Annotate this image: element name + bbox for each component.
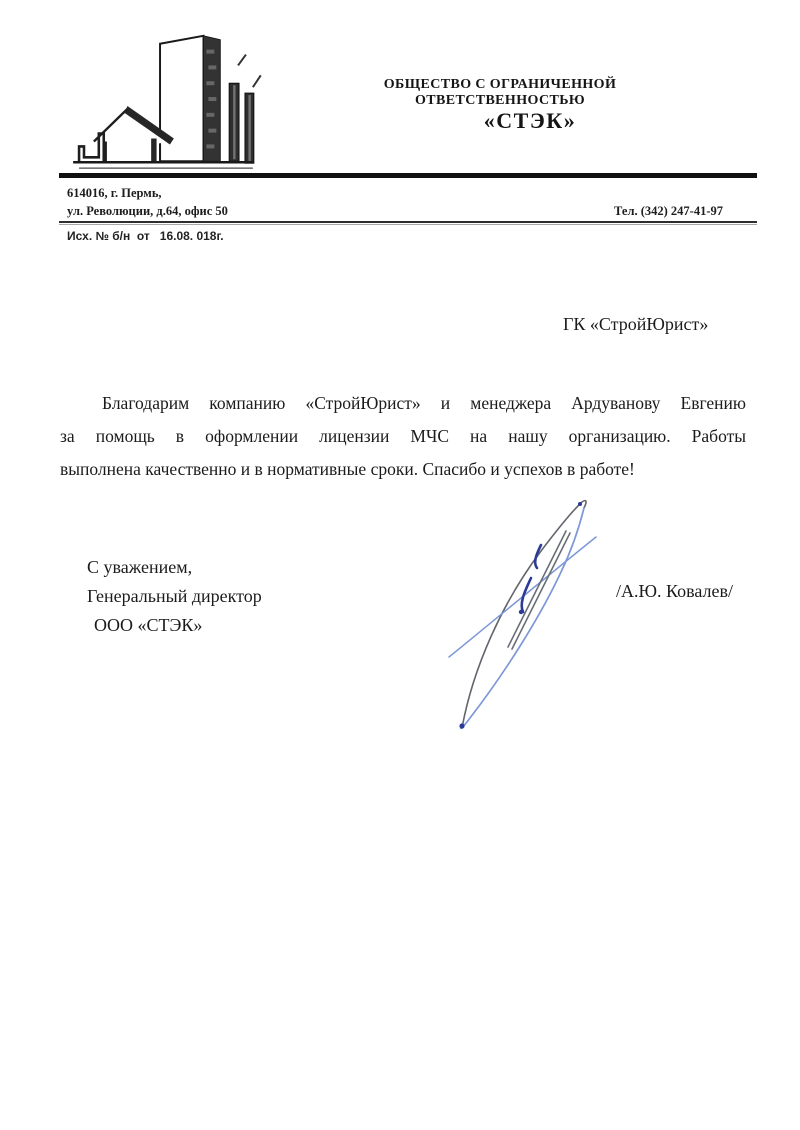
handwritten-signature [430,478,610,750]
signer-name: /А.Ю. Ковалев/ [616,581,733,601]
letterhead-thick-rule [59,173,757,178]
closing-salutation: С уважением, [87,557,193,577]
address-line-2: ул. Революции, д.64, офис 50 [67,204,228,218]
letterhead-thin-rule [59,221,757,223]
phone-number: Тел. (342) 247-41-97 [614,204,723,218]
address-line-1: 614016, г. Пермь, [67,186,162,200]
body-line-2: за помощь в оформлении лицензии МЧС на нашу организацию. Работы [60,426,746,446]
closing-block [87,553,262,640]
letterhead-thin-rule-shadow [59,224,757,225]
organization-type: ОБЩЕСТВО С ОГРАНИЧЕННОЙ ОТВЕТСТВЕННОСТЬЮ [383,77,617,108]
body-line-3: выполнена качественно и в нормативные сроки. Спасибо и успехов в работе! [60,459,635,479]
closing-company: ООО «СТЭК» [94,615,203,635]
recipient: ГК «СтройЮрист» [563,314,709,334]
letter-body [60,387,746,486]
closing-title: Генеральный директор [87,586,262,606]
buildings-logo-icon [58,22,268,180]
organization-name: «СТЭК» [483,108,577,133]
body-line-1: Благодарим компанию «СтройЮрист» и менеджера Ардуванову Евгению [102,393,746,413]
outgoing-reference: Исх. № б/н от 16.08. 018г. [67,229,224,243]
